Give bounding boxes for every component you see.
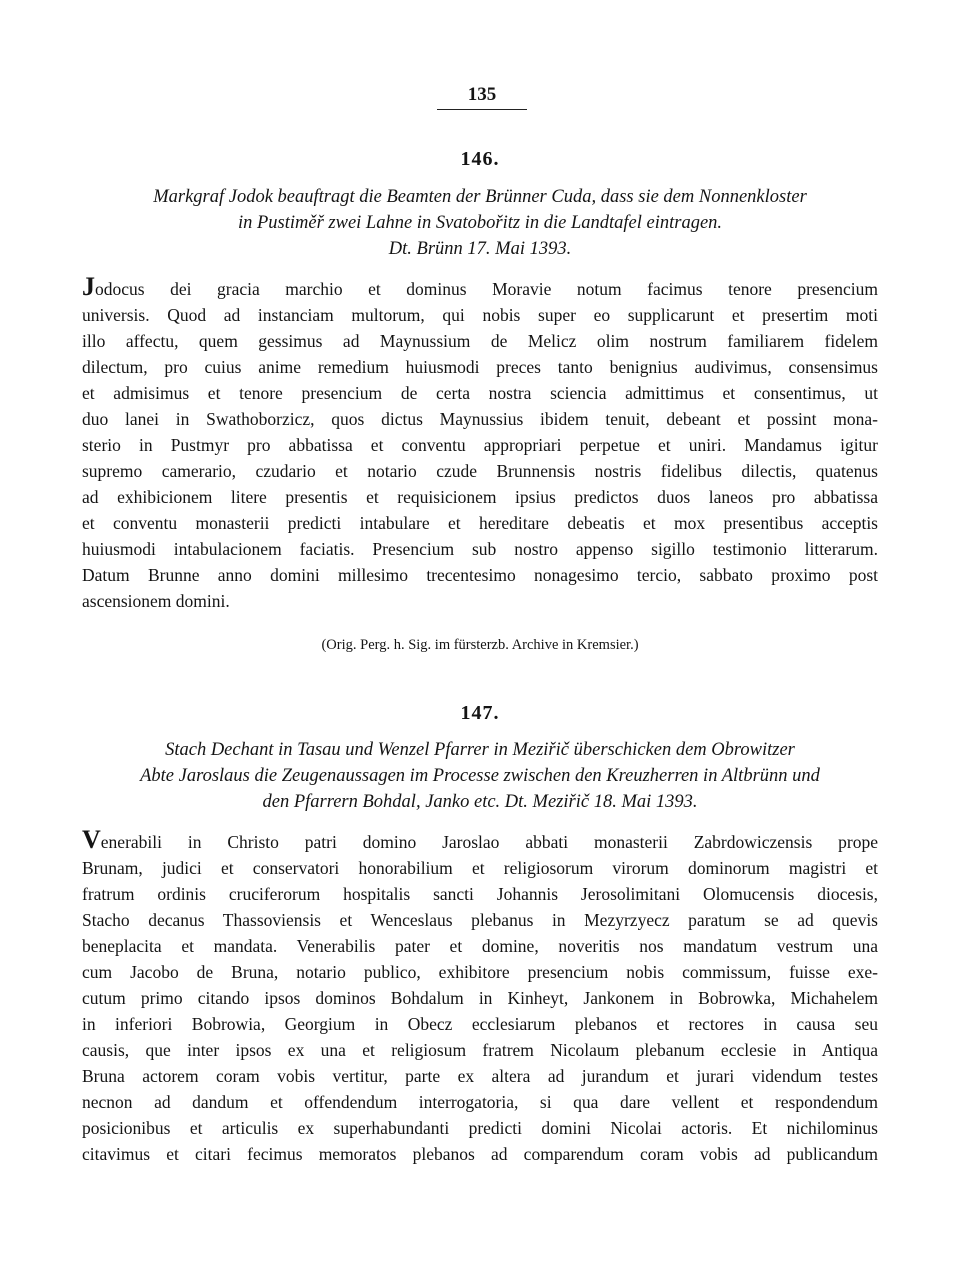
body-line: supremo camerario, czudario et notario czude Brunnensis nostris fidelibus dilectis, quatenus	[82, 461, 878, 481]
headline-line: Abte Jaroslaus die Zeugenaussagen im Processe zwischen den Kreuzherren in Altbrünn und	[140, 766, 820, 786]
document-number-147: 147.	[460, 702, 500, 724]
body-line: Bruna actorem coram vobis vertitur, parte ex altera ad jurandum et jurari videndum testes	[82, 1066, 878, 1086]
body-line: et conventu monasterii predicti intabulare et hereditare debeatis et mox presentibus acceptis	[82, 513, 878, 533]
body-line: posicionibus et articulis ex superhabundanti predicti domini Nicolai actoris. Et nichilominus	[82, 1118, 878, 1138]
headline-line: Dt. Brünn 17. Mai 1393.	[388, 239, 572, 259]
initial-letter: V	[82, 829, 101, 854]
initial-letter: J	[82, 276, 95, 301]
document-body-146	[82, 276, 878, 614]
body-line-first	[82, 276, 878, 302]
source-note: (Orig. Perg. h. Sig. im fürsterzb. Archive in Kremsier.)	[321, 637, 639, 653]
body-line: sterio in Pustmyr pro abbatissa et conventu appropriari perpetue et uniri. Mandamus igitur	[82, 435, 878, 455]
body-line-first	[82, 829, 878, 855]
body-line: illo affectu, quem gessimus ad Maynussium de Melicz olim nostrum familiarem fidelem	[82, 331, 878, 351]
document-body-147	[82, 829, 878, 1167]
body-line: et admisimus et tenore presencium de certa nostra sciencia admittimus et consentimus, ut	[82, 383, 878, 403]
body-line: duo lanei in Swathoborzicz, quos dictus Maynussius ibidem tenuit, debeant et possint mona-	[82, 409, 878, 429]
body-line: necnon ad dandum et offendendum interrogatoria, si qua dare vellent et respondendum	[82, 1092, 878, 1112]
headline-line: den Pfarrern Bohdal, Janko etc. Dt. Meziřič 18. Mai 1393.	[262, 792, 698, 812]
page-number: 135	[437, 84, 527, 110]
body-line: cum Jacobo de Bruna, notario publico, exhibitore presencium nobis commissum, fuisse exe-	[82, 962, 878, 982]
document-headline-146	[82, 184, 878, 262]
headline-line: in Pustiměř zwei Lahne in Svatobořitz in die Landtafel eintragen.	[237, 213, 723, 233]
body-line: in inferiori Bobrowia, Georgium in Obecz ecclesiarum plebanos et rectores in causa seu	[82, 1014, 878, 1034]
body-line-text: enerabili in Christo patri domino Jaroslao abbati monasterii Zabrdowiczensis prope	[100, 832, 878, 852]
body-line: ad exhibicionem litere presentis et requisicionem ipsius predictos duos laneos pro abbatissa	[82, 487, 878, 507]
body-line: citavimus et citari fecimus memoratos plebanos ad comparendum coram vobis ad publicandum	[82, 1144, 878, 1164]
body-line: dilectum, pro cuius anime remedium huiusmodi preces tanto benignius audivimus, consensimus	[82, 357, 878, 377]
document-headline-147	[82, 737, 878, 815]
body-line: Datum Brunne anno domini millesimo trecentesimo nonagesimo tercio, sabbato proximo post	[82, 565, 878, 585]
body-line: huiusmodi intabulacionem faciatis. Presencium sub nostro appenso sigillo testimonio litterarum.	[82, 539, 878, 559]
document-number-146: 146.	[460, 148, 500, 170]
body-line: beneplacita et mandata. Venerabilis pater et domine, noveritis nos mandatum vestrum una	[82, 936, 878, 956]
headline-line: Markgraf Jodok beauftragt die Beamten der Brünner Cuda, dass sie dem Nonnenkloster	[153, 187, 807, 207]
body-line: fratrum ordinis cruciferorum hospitalis sancti Johannis Jerosolimitani Olomucensis diocesis,	[82, 884, 878, 904]
body-line: Brunam, judici et conservatori honorabilium et religiosorum virorum dominorum magistri et	[82, 858, 878, 878]
body-line: universis. Quod ad instanciam multorum, qui nobis super eo supplicarunt et presertim moti	[82, 305, 878, 325]
body-line: Stacho decanus Thassoviensis et Wenceslaus plebanus in Mezyrzyecz paratum se ad quevis	[82, 910, 878, 930]
body-line: cutum primo citando ipsos dominos Bohdalum in Kinheyt, Jankonem in Bobrowka, Michahelem	[82, 988, 878, 1008]
headline-line: Stach Dechant in Tasau und Wenzel Pfarrer in Meziřič überschicken dem Obrowitzer	[165, 740, 795, 760]
body-line-text: odocus dei gracia marchio et dominus Moravie notum facimus tenore presencium	[95, 279, 878, 299]
body-line: causis, que inter ipsos ex una et religiosum fratrem Nicolaum plebanum ecclesie in Antiqua	[82, 1040, 878, 1060]
body-line: ascensionem domini.	[82, 591, 230, 611]
